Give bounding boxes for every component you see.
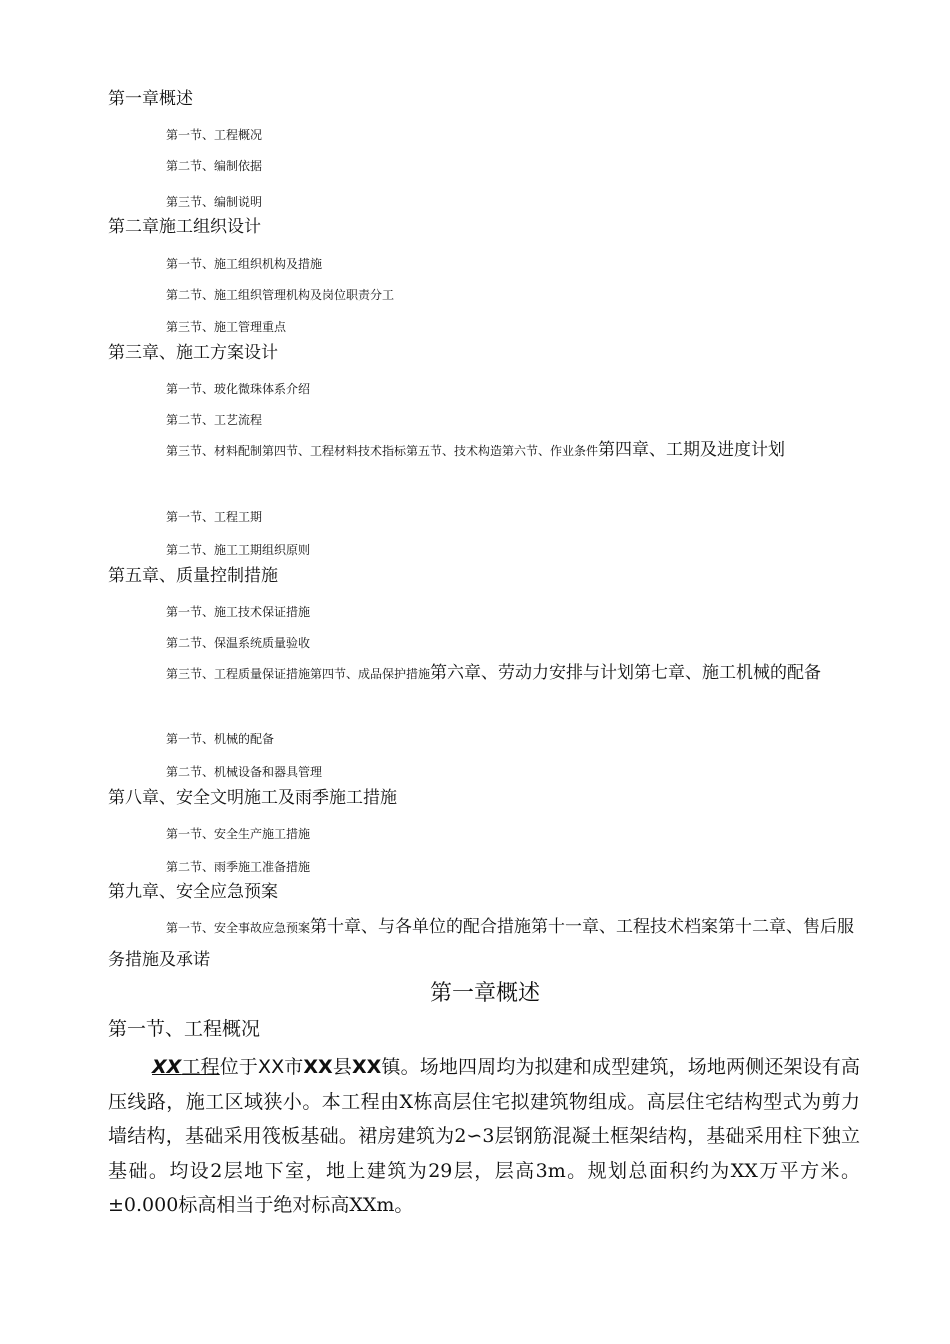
toc-ch8-section-1[interactable]: 第一节、安全生产施工措施	[166, 827, 311, 841]
toc-ch5-sections-and-chapters-6-7	[108, 657, 858, 690]
toc-chapters-6-7[interactable]: 第六章、劳动力安排与计划第七章、施工机械的配备	[430, 663, 822, 683]
toc-ch3-sections-and-chapter-4	[108, 434, 858, 467]
town-placeholder: XX	[352, 1056, 382, 1078]
toc-ch1-section-1[interactable]: 第一节、工程概况	[166, 128, 263, 142]
toc-ch5-section-1[interactable]: 第一节、施工技术保证措施	[166, 605, 311, 619]
toc-ch2-section-1[interactable]: 第一节、施工组织机构及措施	[166, 257, 323, 271]
chapter-heading: 第一章概述	[429, 981, 540, 1006]
county-placeholder: XX	[303, 1056, 333, 1078]
toc-ch7-section-2[interactable]: 第二节、机械设备和器具管理	[166, 765, 323, 779]
toc-chapter-9[interactable]: 第九章、安全应急预案	[108, 882, 278, 902]
toc-ch3-section-1[interactable]: 第一节、玻化微珠体系介绍	[166, 382, 311, 396]
project-name-placeholder: XX	[152, 1056, 182, 1078]
toc-ch3-sections-3-6[interactable]: 第三节、材料配制第四节、工程材料技术指标第五节、技术构造第六节、作业条件	[166, 444, 599, 458]
paragraph-text-4: 镇。场地四周均为拟建和成型建筑，场地两侧还架设有高压线路，施工区域狭小。本工程由X栋高层住宅拟建筑物组成。高层住宅结构型式为剪力墙结构，基础采用筏板基础。裙房建筑为2∽3层钢筋混凝土框架结构，基础采用柱下独立基础。均设2层地下室，地上建筑为29层，层高3m。规划总面积约为XX万平方米。±0.000标高相当于绝对标高XXm。	[108, 1056, 860, 1216]
toc-ch8-section-2[interactable]: 第二节、雨季施工准备措施	[166, 860, 311, 874]
toc-ch7-section-1[interactable]: 第一节、机械的配备	[166, 732, 275, 746]
paragraph-text-2: 市	[284, 1056, 304, 1078]
toc-chapter-8[interactable]: 第八章、安全文明施工及雨季施工措施	[108, 788, 397, 808]
toc-ch9-section-and-chapters-10-12	[108, 911, 858, 976]
toc-chapter-3[interactable]: 第三章、施工方案设计	[108, 343, 278, 363]
toc-chapters-10-12[interactable]: 第十章、与各单位的配合措施第十一章、工程技术档案第十二章、售后服务措施及承诺	[108, 917, 855, 970]
toc-ch4-section-2[interactable]: 第二节、施工工期组织原则	[166, 543, 311, 557]
paragraph-text-1: 位于	[219, 1056, 259, 1078]
toc-ch5-sections-3-4[interactable]: 第三节、工程质量保证措施第四节、成品保护措施	[166, 667, 431, 681]
toc-chapter-4[interactable]: 第四章、工期及进度计划	[598, 440, 786, 460]
toc-chapter-5[interactable]: 第五章、质量控制措施	[108, 566, 278, 586]
project-word: 工程	[181, 1056, 220, 1078]
toc-ch9-section-1[interactable]: 第一节、安全事故应急预案	[166, 921, 311, 935]
toc-ch2-section-3[interactable]: 第三节、施工管理重点	[166, 320, 287, 334]
toc-ch3-section-2[interactable]: 第二节、工艺流程	[166, 413, 263, 427]
toc-chapter-1[interactable]: 第一章概述	[108, 89, 193, 109]
toc-ch1-section-3[interactable]: 第三节、编制说明	[166, 195, 263, 209]
overview-paragraph	[108, 1050, 860, 1223]
toc-ch2-section-2[interactable]: 第二节、施工组织管理机构及岗位职责分工	[166, 288, 395, 302]
toc-ch4-section-1[interactable]: 第一节、工程工期	[166, 510, 263, 524]
paragraph-text-3: 县	[332, 1056, 352, 1078]
toc-chapter-2[interactable]: 第二章施工组织设计	[108, 217, 261, 237]
toc-ch1-section-2[interactable]: 第二节、编制依据	[166, 159, 263, 173]
city-placeholder: XX	[258, 1056, 285, 1078]
section-heading: 第一节、工程概况	[108, 1018, 261, 1040]
toc-ch5-section-2[interactable]: 第二节、保温系统质量验收	[166, 636, 311, 650]
